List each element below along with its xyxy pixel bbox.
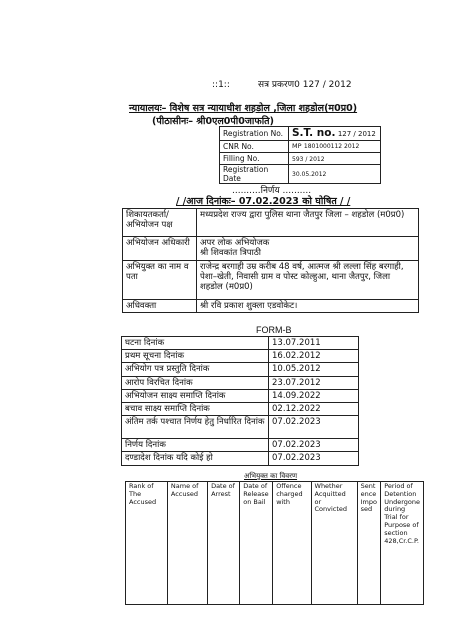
party-value: मध्यप्रदेश राज्य द्वारा पुलिस थाना जैतपुर जिला – शहडोल (म0प्र0) xyxy=(197,209,419,237)
registration-date: 30.05.2012 xyxy=(292,171,327,178)
header-release-date: Date of Release on Bail xyxy=(240,482,273,605)
header-sentence: Sentence Imposed xyxy=(357,482,381,605)
party-label: अभियोजन अधिकारी xyxy=(123,237,197,261)
registration-label: Registration Date xyxy=(220,164,289,183)
party-label: अभियुक्त का नाम व पता xyxy=(123,261,197,300)
accused-header-row xyxy=(126,482,424,605)
form-b-label: अभियोग पत्र प्रस्तुति दिनांक xyxy=(122,363,269,376)
form-b-value: 13.07.2011 xyxy=(269,337,359,350)
party-label: अधिवक्ता xyxy=(123,300,197,313)
party-row xyxy=(123,209,419,237)
form-b-row xyxy=(122,363,359,376)
form-b-label: अभियोजन साक्ष्य समाप्ति दिनांक xyxy=(122,389,269,402)
presiding-officer: (पीठासीनः– श्री0एल0पी0जाफति) xyxy=(152,116,274,127)
case-number-header: सत्र प्रकरण0 127 / 2012 xyxy=(258,80,352,90)
form-b-label: आरोप विरचित दिनांक xyxy=(122,376,269,389)
judgment-date-line: / /आज दिनांकः– 07.02.2023 को घोषित / / xyxy=(176,196,351,207)
accused-details-title: अभियुक्त का विवरण xyxy=(244,472,298,480)
party-value: अपर लोक अभियोजक श्री शिवकांत त्रिपाठी xyxy=(197,237,419,261)
form-b-row xyxy=(122,452,359,465)
header-arrest-date: Date of Arrest xyxy=(208,482,240,605)
form-b-row xyxy=(122,402,359,415)
registration-value xyxy=(289,127,381,141)
header-verdict: Whether Acquitted or Convicted xyxy=(311,482,357,605)
form-b-value: 23.07.2012 xyxy=(269,376,359,389)
registration-row xyxy=(220,152,381,164)
form-b-value: 10.05.2012 xyxy=(269,363,359,376)
form-b-label: घटना दिनांक xyxy=(122,337,269,350)
form-b-label: निर्णय दिनांक xyxy=(122,439,269,452)
party-label: शिकायतकर्ता/ अभियोजन पक्ष xyxy=(123,209,197,237)
form-b-row xyxy=(122,439,359,452)
party-row xyxy=(123,261,419,300)
form-b-value: 14.09.2022 xyxy=(269,389,359,402)
form-b-table xyxy=(121,336,359,466)
judgment-title: ..........निर्णय .......... xyxy=(232,186,312,196)
header-offence: Offence charged with xyxy=(273,482,311,605)
form-b-value: 16.02.2012 xyxy=(269,350,359,363)
registration-row xyxy=(220,140,381,152)
form-b-label: बचाव साक्ष्य समाप्ति दिनांक xyxy=(122,402,269,415)
registration-row xyxy=(220,164,381,183)
case-type-prefix: S.T. no. xyxy=(292,127,336,139)
form-b-value: 07.02.2023 xyxy=(269,439,359,452)
form-b-value: 07.02.2023 xyxy=(269,452,359,465)
registration-label: CNR No. xyxy=(220,140,289,152)
page-number-mark: ::1:: xyxy=(212,80,230,90)
registration-label: Filling No. xyxy=(220,152,289,164)
cnr-number: 1801000112 2012 xyxy=(303,143,360,151)
form-b-label: अंतिम तर्क पश्चात निर्णय हेतु निर्धारित दिनांक xyxy=(122,416,269,439)
form-b-value: 07.02.2023 xyxy=(269,416,359,439)
form-b-label: प्रथम सूचना दिनांक xyxy=(122,350,269,363)
registration-value xyxy=(289,152,381,164)
form-b-label: दण्डादेश दिनांक यदि कोई हो xyxy=(122,452,269,465)
registration-value xyxy=(289,164,381,183)
registration-number: 127 / 2012 xyxy=(337,130,376,138)
form-b-row xyxy=(122,416,359,439)
registration-row xyxy=(220,127,381,141)
form-b-row xyxy=(122,337,359,350)
accused-details-table xyxy=(125,481,424,605)
form-b-value: 02.12.2022 xyxy=(269,402,359,415)
party-value: श्री रवि प्रकाश शुक्ला एडवोकेट। xyxy=(197,300,419,313)
filing-number: 593 / 2012 xyxy=(292,155,325,163)
form-b-row xyxy=(122,376,359,389)
form-b-title: FORM-B xyxy=(256,325,292,335)
cnr-prefix: MP xyxy=(292,142,302,151)
header-detention: Period of Detention Undergone during Trial for Purpose of section 428,Cr.C.P. xyxy=(381,482,424,605)
party-value: राजेन्द्र बरगाही उम्र करीब 48 वर्ष, आत्मज श्री लल्ला सिंह बरगाही, पेशा–खेती, निवासी ग्राम व पोस्ट कोल्हुआ, थाना जैतपुर, जिला शहडोल (म0प्र0) xyxy=(197,261,419,300)
registration-label: Registration No. xyxy=(220,127,289,141)
party-row xyxy=(123,300,419,313)
header-rank: Rank of The Accused xyxy=(126,482,168,605)
registration-value xyxy=(289,140,381,152)
party-row xyxy=(123,237,419,261)
header-name: Name of Accused xyxy=(167,482,207,605)
registration-table xyxy=(219,126,381,184)
form-b-row xyxy=(122,389,359,402)
form-b-row xyxy=(122,350,359,363)
court-name: न्यायालयः– विशेष सत्र न्यायाधीश शहडोल ,जिला शहडोल(म0प्र0) xyxy=(129,103,358,114)
parties-table xyxy=(122,208,419,313)
